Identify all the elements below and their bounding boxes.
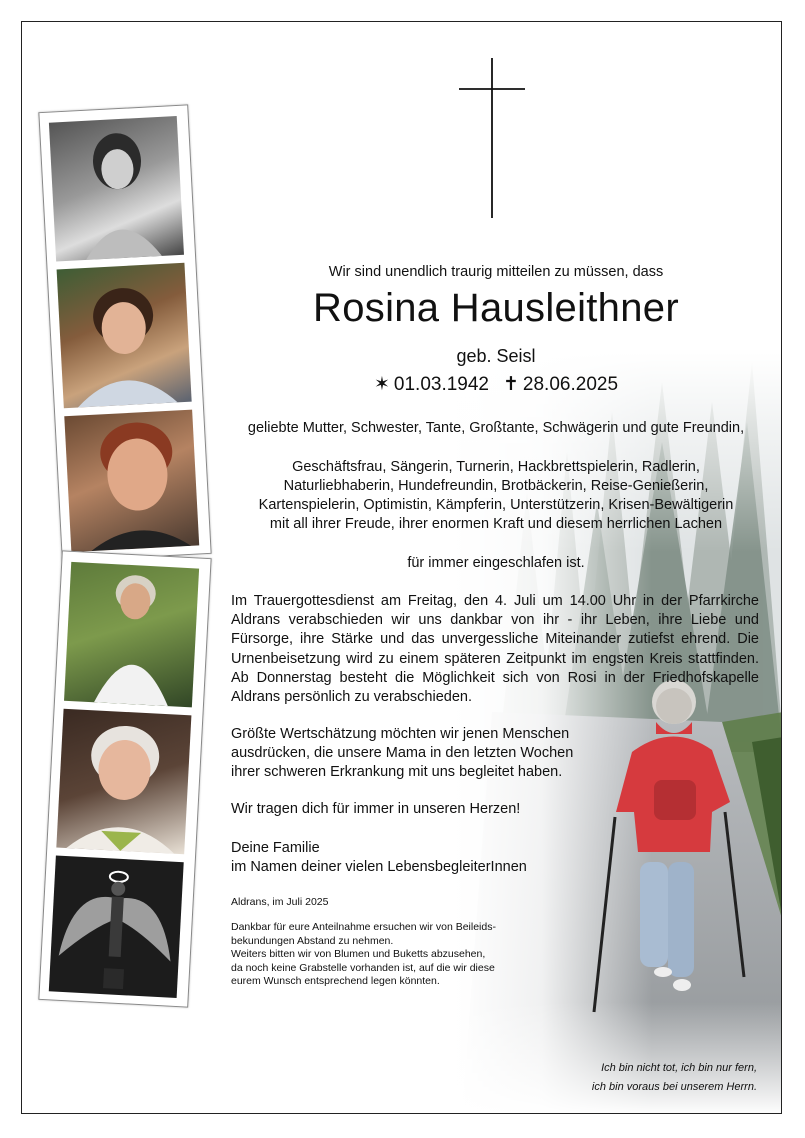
appreciation-line: ausdrücken, die unsere Mama in den letzten Wochen — [231, 745, 574, 762]
notice-line: eurem Wunsch entsprechend legen könnten. — [231, 975, 440, 987]
notice-line: da noch keine Grabstelle vorhanden ist, auf die wir diese — [231, 961, 495, 974]
birth-date: 01.03.1942 — [393, 374, 489, 395]
death-cross-icon: ✝ — [503, 374, 519, 395]
photo-woman-glasses — [57, 263, 192, 409]
intro-text: Wir sind unendlich traurig mitteilen zu müssen, dass — [328, 264, 664, 280]
place-date: Aldrans, im Juli 2025 — [231, 896, 329, 908]
closing-quote — [541, 1059, 757, 1097]
qualities-line: mit all ihrer Freude, ihrer enormen Kraft und diesem herrlichen Lachen — [269, 516, 723, 532]
photo-woman-sunglasses — [64, 562, 199, 708]
appreciation-line: Größte Wertschätzung möchten wir jenen Menschen — [231, 726, 570, 742]
photo-elderly-woman — [56, 709, 191, 855]
cross-icon — [459, 58, 525, 218]
qualities-line: Geschäftsfrau, Sängerin, Turnerin, Hackbrettspielerin, Radlerin, — [292, 459, 700, 475]
deceased-name: Rosina Hausleithner — [313, 286, 679, 330]
appreciation-line: ihrer schweren Erkrankung mit uns begleitet haben. — [231, 764, 563, 781]
qualities-line: Kartenspielerin, Optimistin, Kämpferin, Unterstützerin, Krisen-Bewältigerin — [258, 497, 734, 513]
appreciation-text — [231, 725, 591, 783]
asleep-text: für immer eingeschlafen ist. — [407, 555, 585, 571]
photo-strip-top — [38, 104, 211, 561]
quote-line: ich bin voraus bei unserem Herrn. — [591, 1081, 757, 1093]
qualities-text — [233, 458, 759, 534]
notice-line: Dankbar für eure Anteilnahme ersuchen wir von Beileids- — [231, 921, 496, 933]
quote-line: Ich bin nicht tot, ich bin nur fern, — [601, 1062, 757, 1074]
family-line: im Namen deiner vielen LebensbegleiterInnen — [231, 859, 527, 875]
photo-angel-figurine — [49, 855, 184, 998]
hearts-text: Wir tragen dich für immer in unseren Herzen! — [231, 801, 521, 817]
family-signature — [231, 839, 591, 877]
death-date: 28.06.2025 — [522, 374, 619, 395]
notice-line: bekundungen Abstand zu nehmen. — [231, 934, 394, 947]
relations-text: geliebte Mutter, Schwester, Tante, Großtante, Schwägerin und gute Freundin, — [247, 420, 745, 436]
photo-smiling-woman — [64, 410, 199, 553]
service-text: Im Trauergottesdienst am Freitag, den 4. Juli um 14.00 Uhr in der Pfarrkirche Aldrans verabschieden wir uns dankbar von ihr - ihr Leben, ihre Liebe und Fürsorge, ihre Stärke und das unvergessliche Miteinander zutiefst ehrend. Die Urnenbeisetzung wird zu einem späteren Zeitpunkt im engsten Kreis stattfinden. Ab Donnerstag besteht die Möglichkeit sich von Rosi in der Friedhofskapelle Aldrans persönlich zu verabschieden. — [231, 593, 759, 706]
notice-line: Weiters bitten wir von Blumen und Buketts abzusehen, — [231, 948, 486, 960]
qualities-line: Naturliebhaberin, Hundefreundin, Brotbäckerin, Reise-Genießerin, — [283, 478, 709, 494]
family-line: Deine Familie — [231, 840, 320, 856]
obituary-frame — [21, 21, 782, 1114]
birth-star-icon: ✶ — [373, 374, 390, 395]
photo-strip-bottom — [38, 550, 211, 1007]
life-dates — [233, 373, 759, 396]
notice-text — [231, 921, 561, 989]
photo-young-woman — [49, 116, 184, 262]
birth-name: geb. Seisl — [456, 346, 536, 366]
